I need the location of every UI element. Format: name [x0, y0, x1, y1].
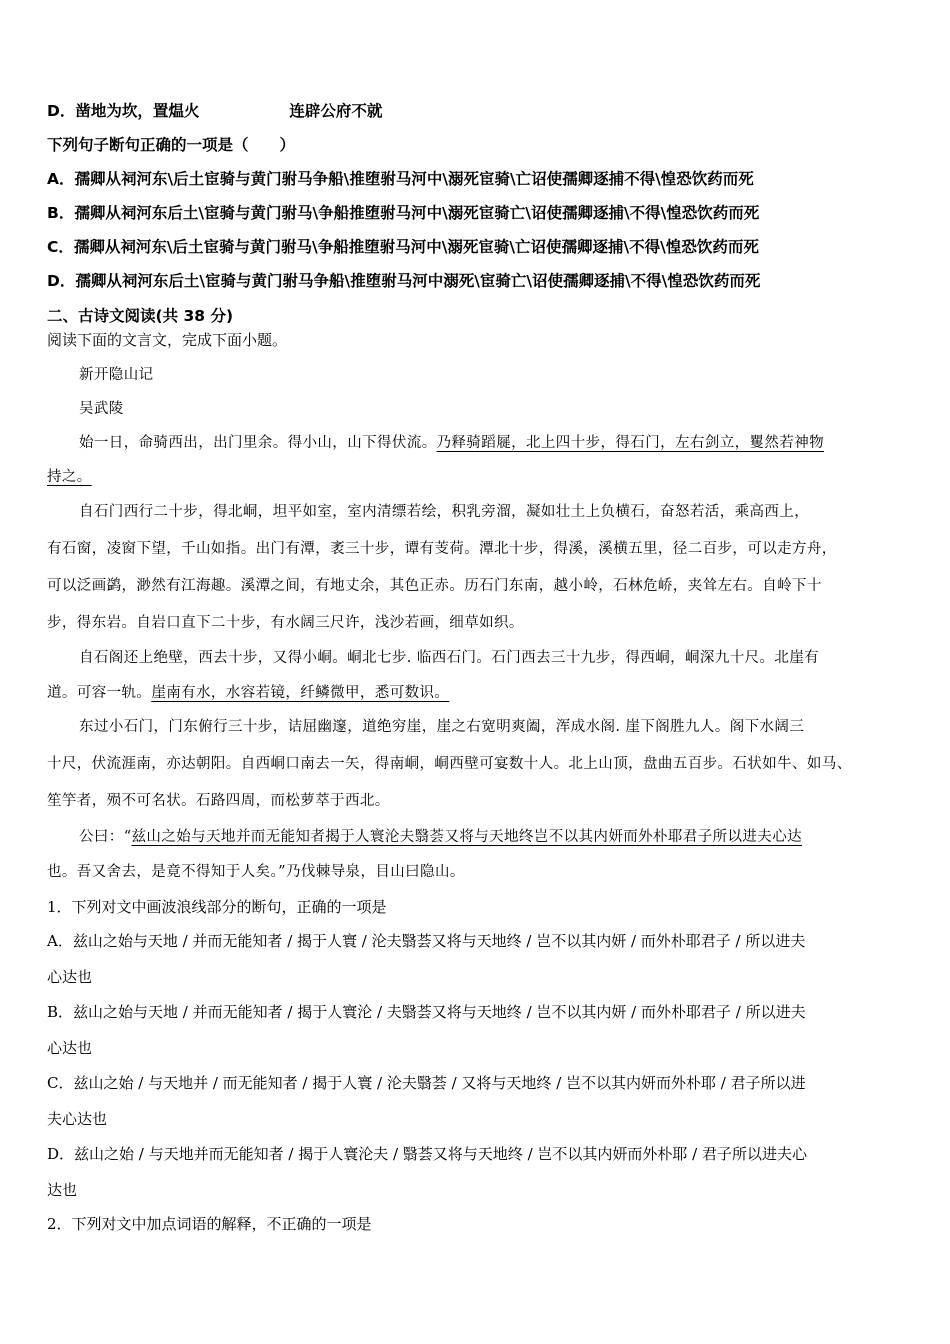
passage-p3-line2: 道。可容一轨。崖南有水，水容若镜，纤鳞微甲，悉可数识。 — [47, 685, 450, 701]
passage-p5-line1: 公曰：“兹山之始与天地并而无能知者揭于人寰沦夫翳荟又将与天地终岂不以其内妍而外朴耶君子所以进夫心达 — [79, 829, 803, 845]
section-heading: 二、古诗文阅读(共 38 分) — [47, 307, 234, 325]
q1-option-c: C．兹山之始 / 与天地并 / 而无能知者 / 揭于人寰 / 沦夫翳荟 / 又将与天地终 / 岂不以其内妍而外朴耶 / 君子所以进 — [47, 1074, 806, 1092]
q1-option-b: B．兹山之始与天地 / 并而无能知者 / 揭于人寰沦 / 夫翳荟又将与天地终 / 岂不以其内妍 / 而外朴耶君子 / 所以进夫 — [47, 1003, 806, 1021]
q1-option-b-cont: 心达也 — [47, 1039, 93, 1057]
option-c: C．孺卿从祠河东\后土宦骑与黄门驸马\争船推堕驸马河中\溺死宦骑\亡诏使孺卿逐捕\不得\惶恐饮药而死 — [47, 238, 759, 256]
passage-p2-line3: 可以泛画鹢，渺然有江海趣。溪潭之间，有地丈余，其色正赤。历石门东南，越小岭，石林危峤，夹耸左右。自岭下十 — [47, 578, 822, 594]
wavy-underline-text: 乃释骑蹈屣，北上四十步，得石门，左右剑立，矍然若神物 — [436, 435, 825, 451]
option-d-part1: D．凿地为坎，置煴火 — [47, 102, 200, 120]
q1-option-c-cont: 夫心达也 — [47, 1110, 108, 1128]
passage-p2-line2: 有石窗，凌窗下望，千山如指。出门有潭，袤三十步，谭有芰荷。潭北十步，得溪，溪横五里，径二百步，可以走方舟， — [47, 541, 837, 557]
q2-stem: 2．下列对文中加点词语的解释，不正确的一项是 — [47, 1215, 372, 1233]
passage-p2-line1: 自石门西行二十步，得北峒，坦平如室，室内清缥若绘，积乳旁溜，凝如壮土上负横石，奋怒若活，乘高西上， — [79, 504, 810, 520]
passage-p4-line2: 十尺，伏流涯南，亦达朝阳。自西峒口南去一矢，得南峒，峒西壁可宴数十人。北上山顶，盘曲五百步。石状如牛、如马、 — [47, 756, 852, 772]
option-d: D．孺卿从祠河东后土\宦骑与黄门驸马争船\推堕驸马河中溺死\宦骑亡\诏使孺卿逐捕\不得\惶恐饮药而死 — [47, 272, 761, 290]
q1-option-d: D．兹山之始 / 与天地并而无能知者 / 揭于人寰沦夫 / 翳荟又将与天地终 / 岂不以其内妍而外朴耶 / 君子所以进夫心 — [47, 1145, 807, 1163]
passage-author: 吴武陵 — [79, 401, 124, 417]
passage-p1: 始一日，命骑西出，出门里余。得小山，山下得伏流。乃释骑蹈屣，北上四十步，得石门，左右剑立，矍然若神物 — [79, 435, 825, 451]
option-b: B．孺卿从祠河东后土\宦骑与黄门驸马\争船推堕驸马河中\溺死宦骑亡\诏使孺卿逐捕\不得\惶恐饮药而死 — [47, 204, 760, 222]
q1-option-d-cont: 达也 — [47, 1181, 78, 1199]
underlined-sentence: 崖南有水，水容若镜，纤鳞微甲，悉可数识。 — [151, 685, 450, 701]
wavy-underline-text: 兹山之始与天地并而无能知者揭于人寰沦夫翳荟又将与天地终岂不以其内妍而外朴耶君子所以进夫心达 — [131, 829, 803, 845]
option-a: A．孺卿从祠河东\后土宦骑与黄门驸马争船\推堕驸马河中\溺死宦骑\亡诏使孺卿逐捕不得\惶恐饮药而死 — [47, 170, 754, 188]
q1-option-a: A．兹山之始与天地 / 并而无能知者 / 揭于人寰 / 沦夫翳荟又将与天地终 / 岂不以其内妍 / 而外朴耶君子 / 所以进夫 — [47, 932, 806, 950]
passage-p4-line3: 笙竽者，殒不可名状。石路四周，而松萝萃于西北。 — [47, 793, 390, 809]
q1-stem: 1．下列对文中画波浪线部分的断句，正确的一项是 — [47, 898, 387, 916]
passage-p5-line2: 也。吾又舍去，是竟不得知于人矣。”乃伐棘导泉，目山曰隐山。 — [47, 864, 465, 880]
passage-p4-line1: 东过小石门，门东俯行三十步，诘屈幽邃，道绝穷崖，崖之右宽明爽阖，浑成水阁. 崖下阁胜九人。阁下水阔三 — [79, 719, 805, 735]
option-d-prev — [47, 100, 382, 122]
option-d-part2: 连辟公府不就 — [289, 102, 383, 120]
section-intro: 阅读下面的文言文，完成下面小题。 — [47, 331, 288, 349]
question-stem: 下列句子断句正确的一项是（ ） — [47, 136, 296, 154]
q1-option-a-cont: 心达也 — [47, 968, 93, 986]
passage-p3-line1: 自石阁还上绝壁，西去十步，又得小峒。峒北七步. 临西石门。石门西去三十九步，得西峒，峒深九十尺。北崖有 — [79, 650, 820, 666]
passage-p2-line4: 步，得东岩。自岩口直下二十步，有水阔三尺许，浅沙若画，细草如织。 — [47, 615, 524, 631]
passage-p1-cont: 持之。 — [47, 469, 92, 485]
passage-title: 新开隐山记 — [79, 367, 154, 383]
